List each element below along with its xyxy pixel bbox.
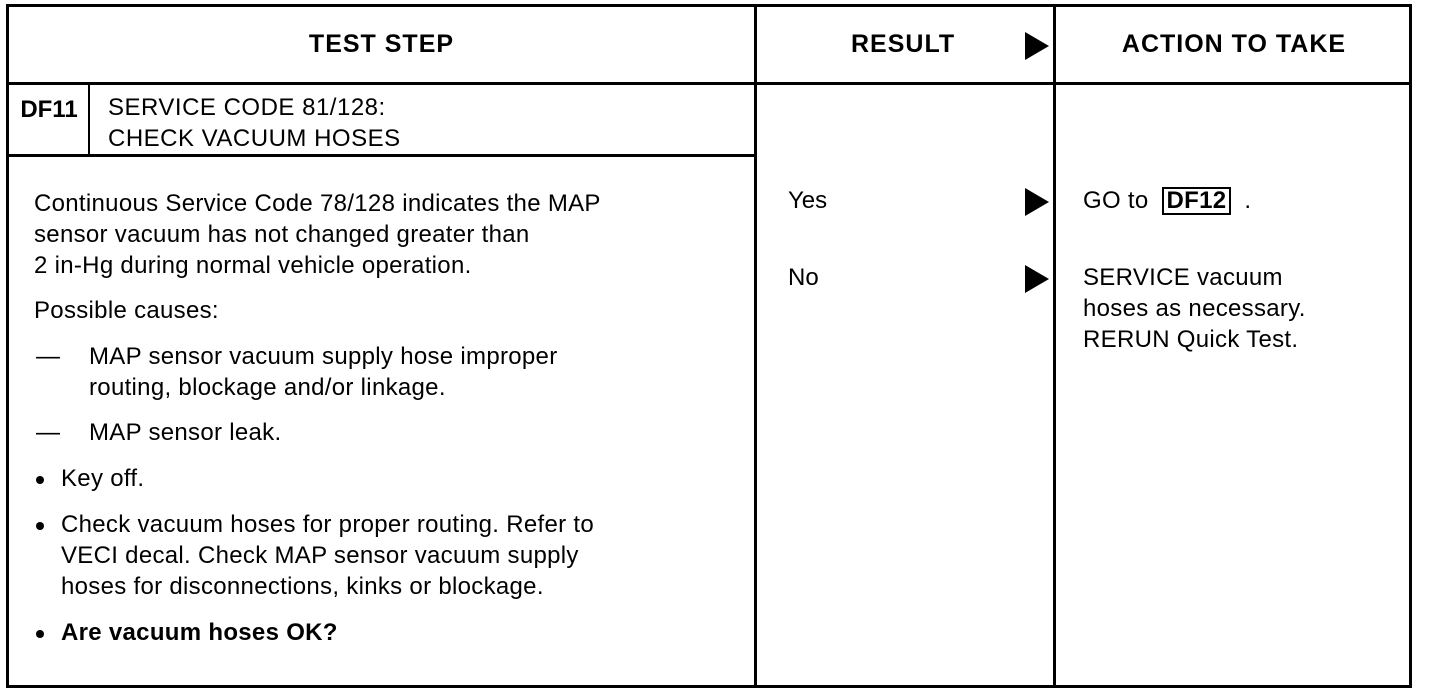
bullet-item bbox=[61, 509, 594, 602]
bullet-line: VECI decal. Check MAP sensor vacuum supply bbox=[61, 542, 579, 569]
cause-line: MAP sensor vacuum supply hose improper bbox=[89, 343, 558, 370]
step-title-line-1: SERVICE CODE 81/128: bbox=[108, 94, 386, 121]
action-no-line: hoses as necessary. bbox=[1083, 295, 1306, 322]
cause-item bbox=[89, 341, 558, 403]
result-no: No bbox=[788, 264, 819, 291]
action-yes-prefix: GO to bbox=[1083, 187, 1149, 214]
dash-icon: — bbox=[36, 343, 60, 370]
result-yes: Yes bbox=[788, 187, 828, 214]
cause-line: routing, blockage and/or linkage. bbox=[89, 374, 446, 401]
action-yes bbox=[1083, 185, 1251, 216]
possible-causes-label: Possible causes: bbox=[34, 297, 219, 324]
bullet-icon bbox=[36, 630, 44, 638]
bullet-line: Check vacuum hoses for proper routing. Refer to bbox=[61, 511, 595, 538]
intro-line: sensor vacuum has not changed greater than bbox=[34, 221, 530, 248]
header-action: ACTION TO TAKE bbox=[1121, 29, 1347, 58]
cause-line: MAP sensor leak. bbox=[89, 419, 282, 446]
bullet-item bbox=[61, 463, 144, 494]
bullet-item-question bbox=[61, 617, 338, 648]
action-no-line: RERUN Quick Test. bbox=[1083, 326, 1299, 353]
header-test-step: TEST STEP bbox=[308, 29, 455, 58]
step-title-divider bbox=[6, 154, 756, 157]
step-id-divider bbox=[88, 84, 90, 156]
action-yes-suffix: . bbox=[1244, 187, 1252, 214]
action-no-line: SERVICE vacuum bbox=[1083, 264, 1283, 291]
result-yes-arrow-icon bbox=[1025, 188, 1049, 216]
column-divider-result-action bbox=[1053, 4, 1056, 688]
header-result: RESULT bbox=[851, 29, 956, 58]
action-no bbox=[1083, 262, 1306, 355]
header-arrow-icon bbox=[1025, 32, 1049, 60]
bullet-icon bbox=[36, 522, 44, 530]
intro-line: Continuous Service Code 78/128 indicates the MAP bbox=[34, 190, 601, 217]
bullet-line: Are vacuum hoses OK? bbox=[61, 619, 338, 646]
step-id: DF11 bbox=[20, 96, 78, 123]
result-no-arrow-icon bbox=[1025, 265, 1049, 293]
bullet-icon bbox=[36, 476, 44, 484]
column-divider-test-result bbox=[754, 4, 757, 688]
bullet-line: Key off. bbox=[61, 465, 145, 492]
step-title bbox=[108, 92, 401, 154]
intro-paragraph bbox=[34, 188, 601, 281]
cause-item bbox=[89, 417, 281, 448]
step-title-line-2: CHECK VACUUM HOSES bbox=[108, 125, 401, 152]
intro-line: 2 in-Hg during normal vehicle operation. bbox=[34, 252, 472, 279]
dash-icon: — bbox=[36, 419, 60, 446]
step-reference-df12[interactable]: DF12 bbox=[1162, 187, 1232, 215]
bullet-line: hoses for disconnections, kinks or blockage. bbox=[61, 573, 544, 600]
